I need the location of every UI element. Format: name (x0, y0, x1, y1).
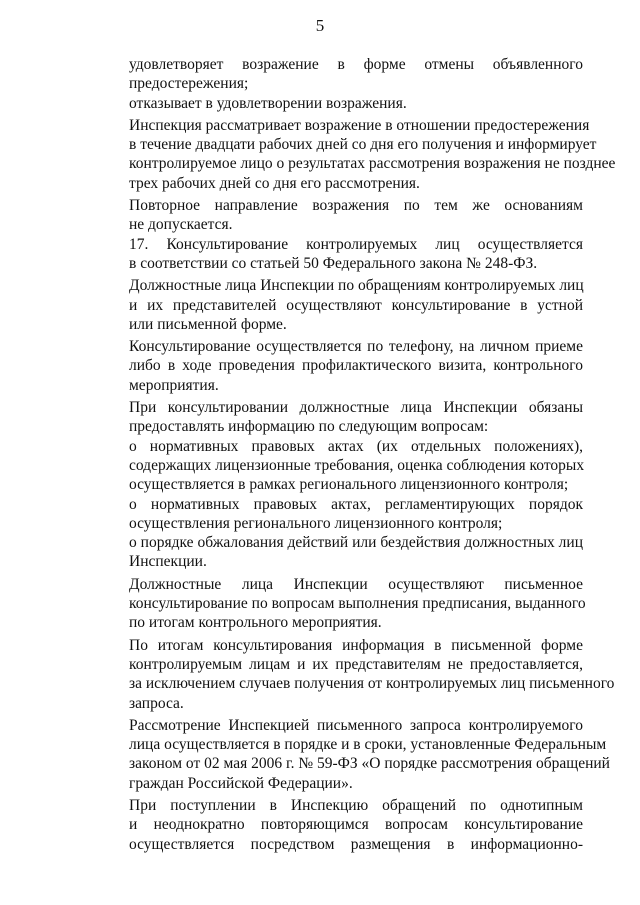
text-line: не допускается. (129, 216, 233, 234)
text-line: граждан Российской Федерации». (129, 774, 353, 792)
text-line: Консультирование осуществляется по телефону, на личном приеме (129, 338, 583, 356)
text-line: осуществления регионального лицензионного контроля; (129, 514, 503, 532)
text-line: лица осуществляется в порядке и в сроки, установленные Федеральным (129, 736, 607, 754)
paragraph (91, 533, 583, 572)
text-line: мероприятия. (129, 376, 219, 394)
text-line: контролируемым лицам и их представителям не предоставляется, (129, 655, 583, 673)
text-line: При консультировании должностные лица Инспекции обязаны (129, 399, 583, 417)
text-line: При поступлении в Инспекцию обращений по однотипным (129, 796, 583, 814)
text-line: консультирование по вопросам выполнения предписания, выданного (129, 595, 586, 613)
text-line: По итогам консультирования информация в письменной форме (129, 636, 583, 654)
text-line: в соответствии со статьей 50 Федерального закона № 248-ФЗ. (129, 254, 538, 272)
document-body (91, 55, 616, 854)
paragraph (91, 235, 583, 274)
text-line: Инспекция рассматривает возражение в отношении предостережения (129, 116, 590, 134)
paragraph (91, 116, 616, 193)
text-line: удовлетворяет возражение в форме отмены объявленного (129, 56, 583, 73)
paragraph (91, 337, 583, 395)
paragraph (91, 716, 610, 793)
text-line: в течение двадцати рабочих дней со дня его получения и информирует (129, 136, 597, 154)
text-line: и их представителей осуществляют консультирование в устной (129, 296, 583, 314)
text-line: законом от 02 мая 2006 г. № 59-ФЗ «О порядке рассмотрения обращений (129, 755, 610, 773)
paragraph (91, 796, 583, 854)
text-line: и неоднократно повторяющимся вопросам консультирование (129, 816, 583, 834)
text-line: Инспекции. (129, 553, 207, 571)
text-line: предостережения; (129, 75, 249, 93)
text-line: 17. Консультирование контролируемых лиц осуществляется (129, 235, 583, 253)
text-line: контролируемое лицо о результатах рассмотрения возражения не позднее (129, 155, 616, 173)
paragraph (91, 196, 583, 235)
text-line: предоставлять информацию по следующим вопросам: (129, 418, 489, 436)
text-line: либо в ходе проведения профилактического визита, контрольного (129, 357, 583, 375)
text-line: трех рабочих дней со дня его рассмотрения. (129, 174, 420, 192)
text-line: о нормативных правовых актах, регламентирующих порядок (129, 495, 583, 513)
text-line: осуществляется посредством размещения в информационно- (129, 835, 583, 853)
paragraph (91, 94, 583, 113)
paragraph (91, 55, 583, 94)
text-line: Повторное направление возражения по тем же основаниям (129, 197, 583, 215)
paragraph (91, 398, 583, 437)
text-line: о порядке обжалования действий или бездействия должностных лиц (129, 534, 583, 552)
paragraph (91, 495, 583, 534)
text-line: Должностные лица Инспекции осуществляют письменное (129, 575, 583, 593)
text-line: осуществляется в рамках регионального лицензионного контроля; (129, 476, 569, 494)
page-number: 5 (315, 16, 325, 35)
text-line: за исключением случаев получения от контролируемых лиц письменного (129, 675, 615, 693)
text-line: запроса. (129, 694, 184, 712)
paragraph (91, 437, 583, 495)
text-line: по итогам контрольного мероприятия. (129, 614, 382, 632)
text-line: отказывает в удовлетворении возражения. (129, 94, 407, 112)
text-line: содержащих лицензионные требования, оценка соблюдения которых (129, 456, 585, 474)
paragraph (91, 575, 586, 633)
paragraph (91, 636, 615, 713)
text-line: Рассмотрение Инспекцией письменного запроса контролируемого (129, 716, 583, 734)
text-line: Должностные лица Инспекции по обращениям контролируемых лиц (129, 277, 584, 295)
text-line: или письменной форме. (129, 315, 287, 333)
text-line: о нормативных правовых актах (их отдельных положениях), (129, 437, 583, 455)
paragraph (91, 276, 583, 334)
